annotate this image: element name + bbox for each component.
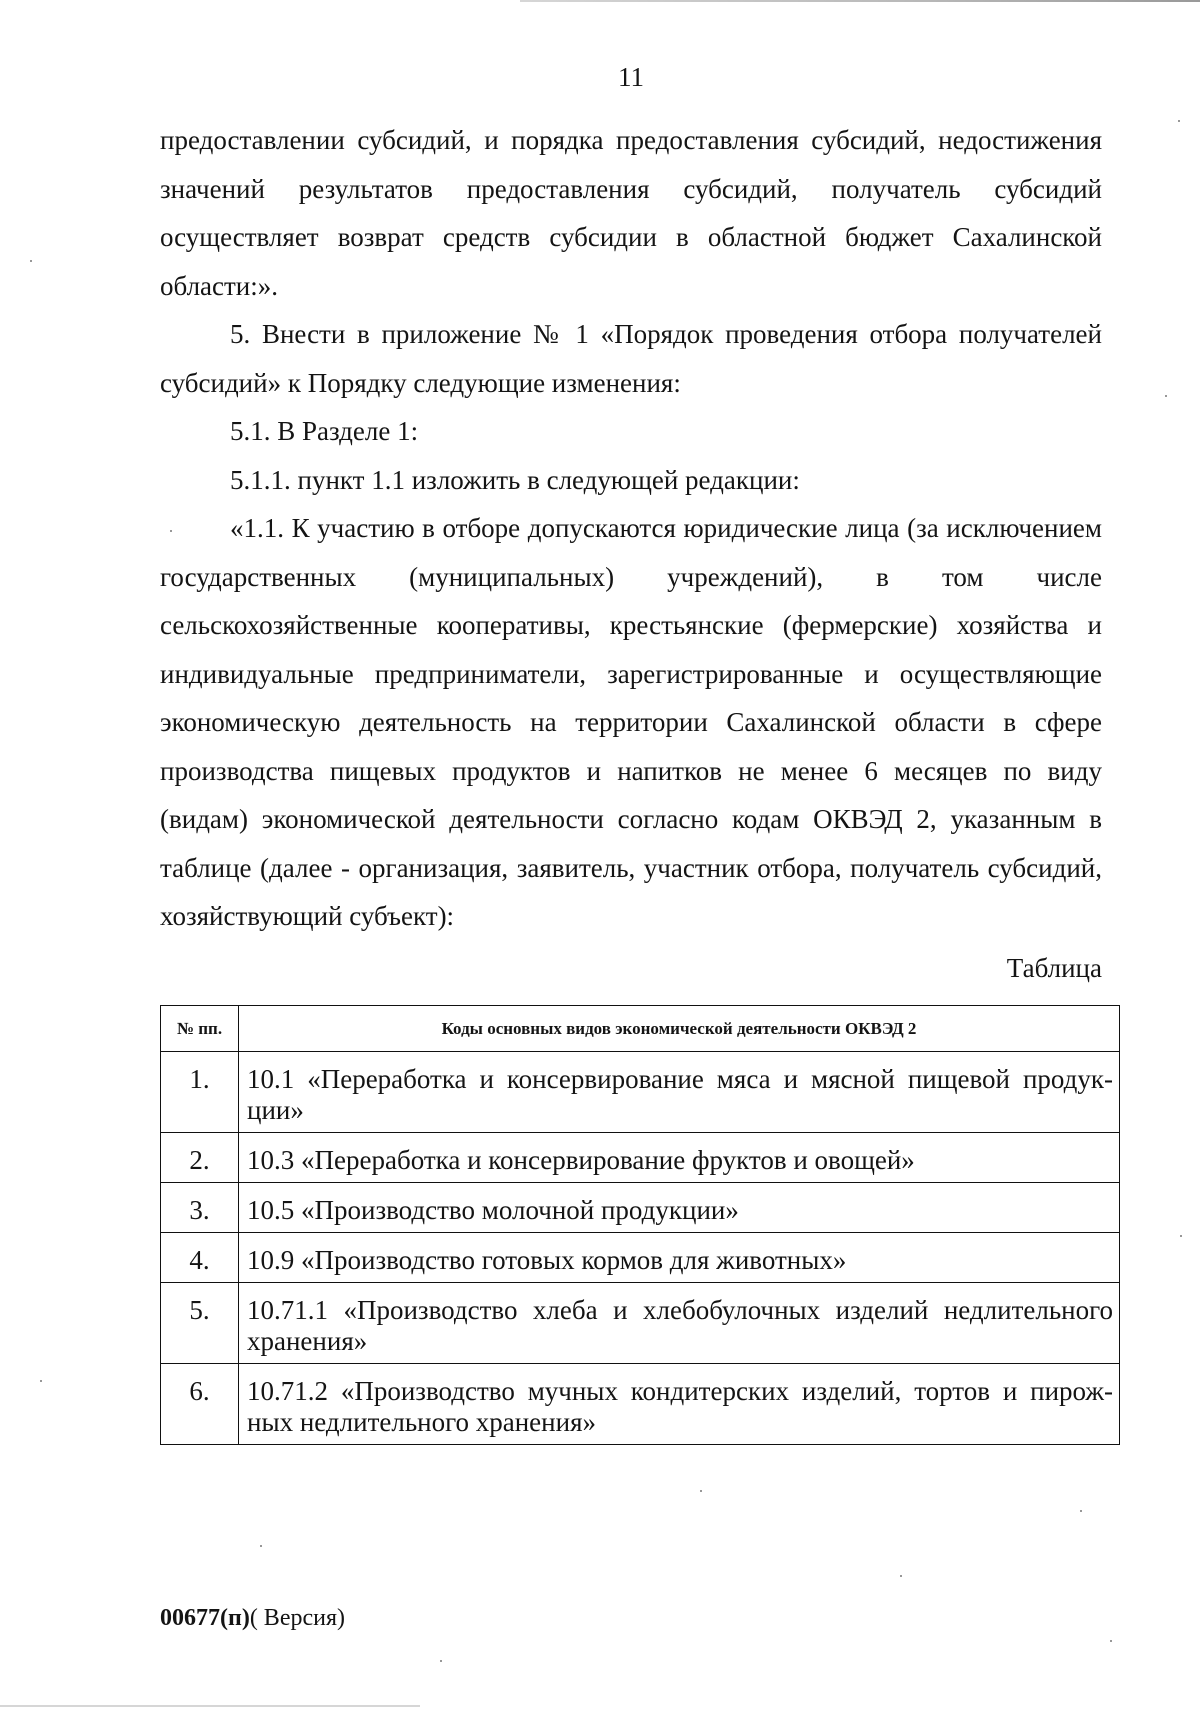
- row-code-description: 10.71.2 «Производство мучных кондитерских изделий, тортов и пирож-ных недлительного хранения»: [239, 1364, 1120, 1445]
- table-header-row: [161, 1006, 1120, 1052]
- table-row: [161, 1133, 1120, 1183]
- header-number: № пп.: [161, 1006, 239, 1052]
- document-version: ( Версия): [249, 1605, 345, 1631]
- document-code: 00677(п): [160, 1605, 250, 1631]
- row-number: 5.: [161, 1283, 239, 1364]
- table-row: [161, 1233, 1120, 1283]
- paragraph-2: 5. Внести в приложение № 1 «Порядок проведения отбора получателей субсидий» к Порядку следующие изменения:: [160, 319, 1102, 398]
- table-row: [161, 1364, 1120, 1445]
- row-number: 3.: [161, 1183, 239, 1233]
- row-number: 6.: [161, 1364, 239, 1445]
- row-code-description: 10.3 «Переработка и консервирование фруктов и овощей»: [239, 1133, 1120, 1183]
- table-row: [161, 1183, 1120, 1233]
- table-row: [161, 1283, 1120, 1364]
- table-row: [161, 1052, 1120, 1133]
- table-caption: Таблица: [1006, 953, 1102, 983]
- scan-top-rule: [520, 0, 1200, 2]
- paragraph-5: «1.1. К участию в отборе допускаются юридические лица (за исключением государственных (муниципальных) учреждений), в том числе сельскохозяйственные кооперативы, крестьянские (фермерские) хозяйства и индивидуальные предприниматели, зарегистрированные и осуществляющие экономическую деятельность на территории Сахалинской области в сфере производства пищевых продуктов и напитков не менее 6 месяцев по виду (видам) экономической деятельности согласно кодам ОКВЭД 2, указанным в таблице (далее - организация, заявитель, участник отбора, получатель субсидий, хозяйствующий субъект):: [160, 513, 1102, 931]
- paragraph-3: 5.1. В Разделе 1:: [230, 416, 419, 446]
- scan-bottom-rule: [0, 1705, 420, 1707]
- body-text: [160, 116, 1102, 941]
- paragraph-1: предоставлении субсидий, и порядка предоставления субсидий, недостижения значений результатов предоставления субсидий, получатель субсидий осуществляет возврат средств субсидии в областной бюджет Сахалинской области:».: [160, 125, 1102, 301]
- row-code-description: 10.9 «Производство готовых кормов для животных»: [239, 1233, 1120, 1283]
- row-code-description: 10.1 «Переработка и консервирование мяса и мясной пищевой продук-ции»: [239, 1052, 1120, 1133]
- paragraph-4: 5.1.1. пункт 1.1 изложить в следующей редакции:: [230, 464, 800, 495]
- page-number: 11: [618, 62, 644, 92]
- row-code-description: 10.71.1 «Производство хлеба и хлебобулочных изделий недлительного хранения»: [239, 1283, 1120, 1364]
- okved-table: [160, 1005, 1120, 1445]
- row-number: 4.: [161, 1233, 239, 1283]
- row-number: 2.: [161, 1133, 239, 1183]
- row-number: 1.: [161, 1052, 239, 1133]
- header-codes: Коды основных видов экономической деятельности ОКВЭД 2: [239, 1006, 1120, 1052]
- document-footer: [160, 1605, 345, 1632]
- row-code-description: 10.5 «Производство молочной продукции»: [239, 1183, 1120, 1233]
